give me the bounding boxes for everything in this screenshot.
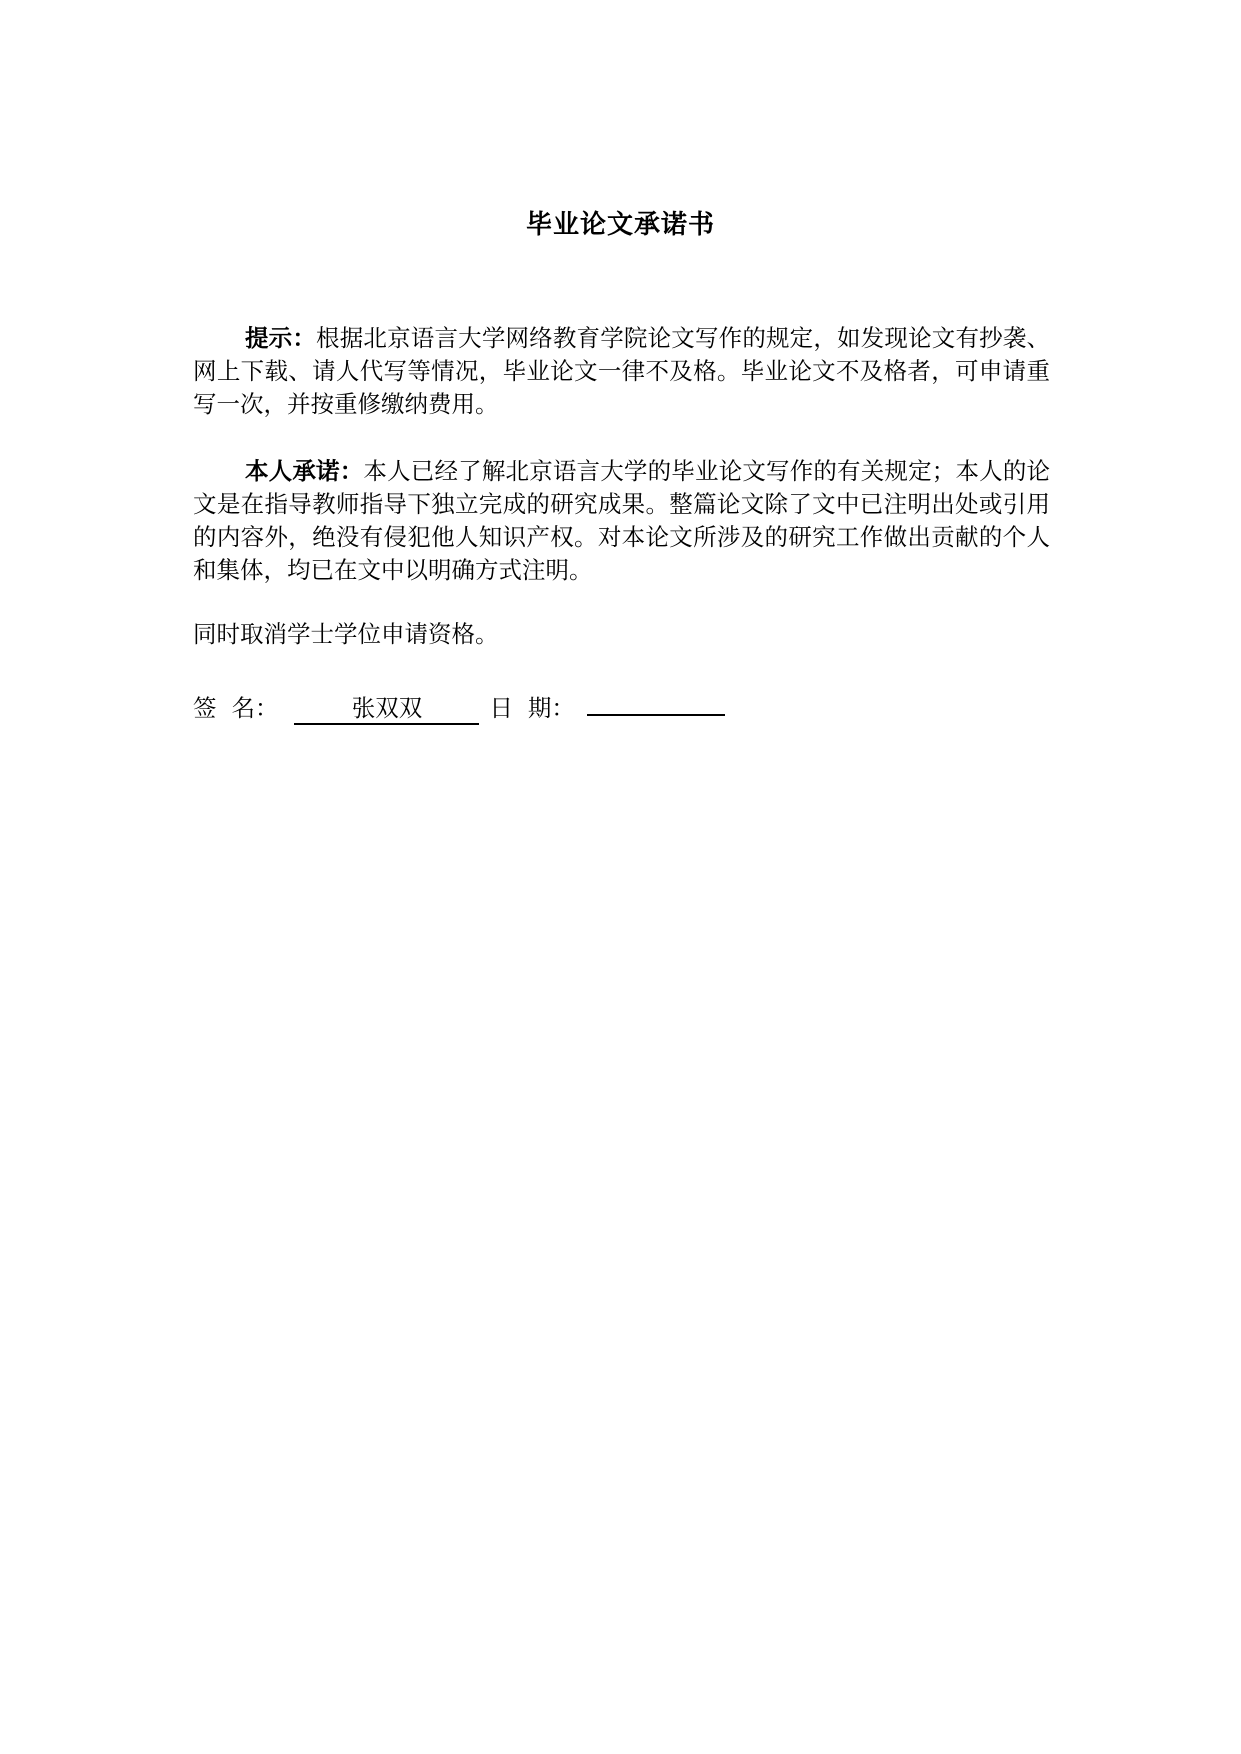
date-label: 日 期： [489, 694, 575, 722]
signature-field[interactable]: 张双双 [294, 693, 479, 725]
notice-lead: 提示： [245, 324, 317, 352]
notice-text: 根据北京语言大学网络教育学院论文写作的规定，如发现论文有抄袭、网上下载、请人代写等情况，毕业论文一律不及格。毕业论文不及格者，可申请重写一次，并按重修缴纳费用。 [193, 324, 1051, 418]
sign-label: 签 名： [193, 694, 279, 722]
pledge-paragraph [193, 455, 1050, 587]
pledge-text: 本人已经了解北京语言大学的毕业论文写作的有关规定；本人的论文是在指导教师指导下独立完成的研究成果。整篇论文除了文中已注明出处或引用的内容外，绝没有侵犯他人知识产权。对本论文所涉及的研究工作做出贡献的个人和集体，均已在文中以明确方式注明。 [193, 457, 1051, 584]
document-title: 毕业论文承诺书 [525, 210, 715, 240]
notice-paragraph [193, 322, 1050, 421]
signature-row [193, 684, 725, 725]
pledge-lead: 本人承诺： [245, 457, 364, 485]
date-field[interactable] [587, 684, 725, 716]
cancel-paragraph: 同时取消学士学位申请资格。 [193, 620, 499, 648]
